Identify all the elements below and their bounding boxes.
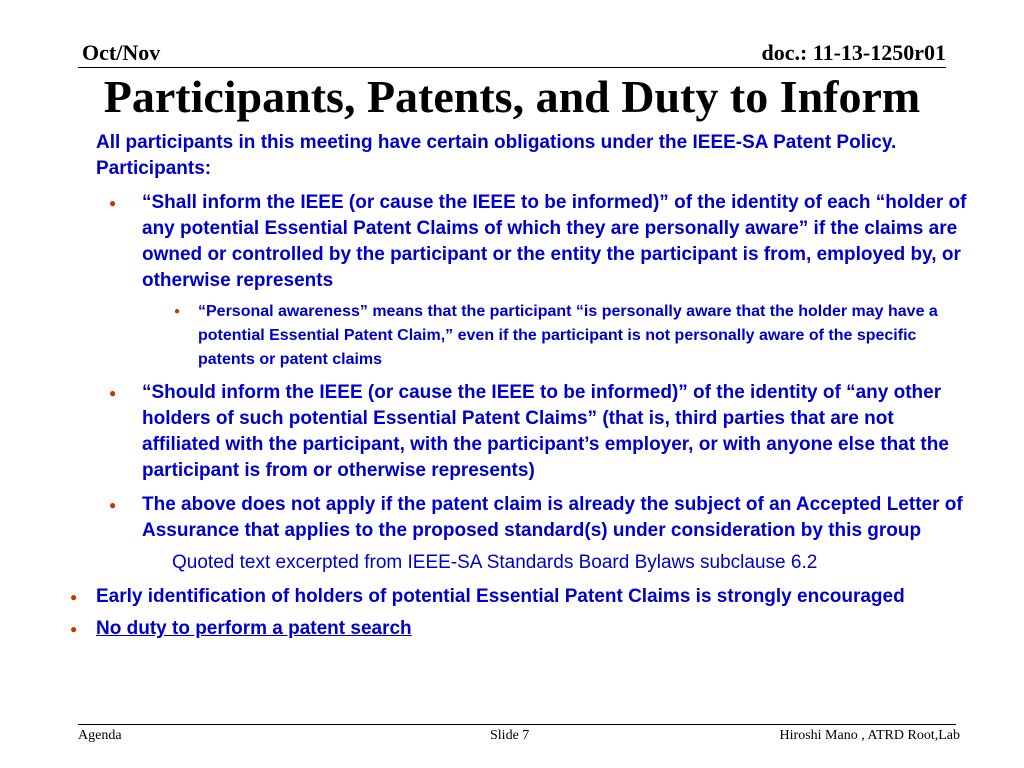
sub-bullet-text: “Personal awareness” means that the participant “is personally aware that the holder may have a potential Essential Patent Claim,” even if the participant is not personally aware of the specific patents or patent claims (198, 303, 938, 368)
footer-divider (78, 724, 956, 725)
bullet-text: The above does not apply if the patent claim is already the subject of an Accepted Letter of Assurance that applies to the proposed standard(s) under consideration by this group (142, 494, 963, 541)
header-doc-number: doc.: 11-13-1250r01 (761, 40, 946, 65)
footer-left: Agenda (78, 728, 122, 743)
bullet-text: “Should inform the IEEE (or cause the IEEE to be informed)” of the identity of “any other holders of such potential Essential Patent Claims” (that is, third parties that are not affiliated with the participant, with the participant’s employer, or with anyone else that the participant is from or otherwise represents) (142, 382, 949, 481)
header-date: Oct/Nov (82, 40, 161, 65)
quote-attribution: Quoted text excerpted from IEEE-SA Standards Board Bylaws subclause 6.2 (172, 552, 818, 573)
bullet-text: “Shall inform the IEEE (or cause the IEEE to be informed)” of the identity of each “holder of any potential Essential Patent Claims of which they are personally aware” if the claims are owned or controlled by the participant or the entity the participant is from, employed by, or otherwise represents (142, 192, 967, 291)
bullet-dot-icon: ● (174, 306, 181, 317)
slide-body (62, 130, 972, 642)
top-bullet-text: No duty to perform a patent search (96, 618, 412, 639)
bullet-item (109, 492, 970, 544)
bullet-dot-icon: ● (109, 196, 117, 210)
bullet-item (109, 380, 970, 484)
top-bullet-item (70, 616, 956, 642)
footer-author: Hiroshi Mano , ATRD Root,Lab (779, 728, 960, 743)
top-bullet-text: Early identification of holders of potential Essential Patent Claims is strongly encouraged (96, 586, 905, 607)
bullet-dot-icon: ● (70, 590, 78, 604)
bullet-dot-icon: ● (109, 386, 117, 400)
bullet-dot-icon: ● (70, 622, 78, 636)
footer-slide-number: Slide 7 (490, 728, 530, 743)
bullet-dot-icon: ● (109, 498, 117, 512)
intro-paragraph: All participants in this meeting have certain obligations under the IEEE-SA Patent Policy. Participants: (96, 132, 897, 179)
bullet-item (109, 190, 970, 294)
top-bullet-item (70, 584, 956, 610)
slide-title: Participants, Patents, and Duty to Inform (103, 71, 921, 122)
sub-bullet-item (174, 300, 968, 372)
